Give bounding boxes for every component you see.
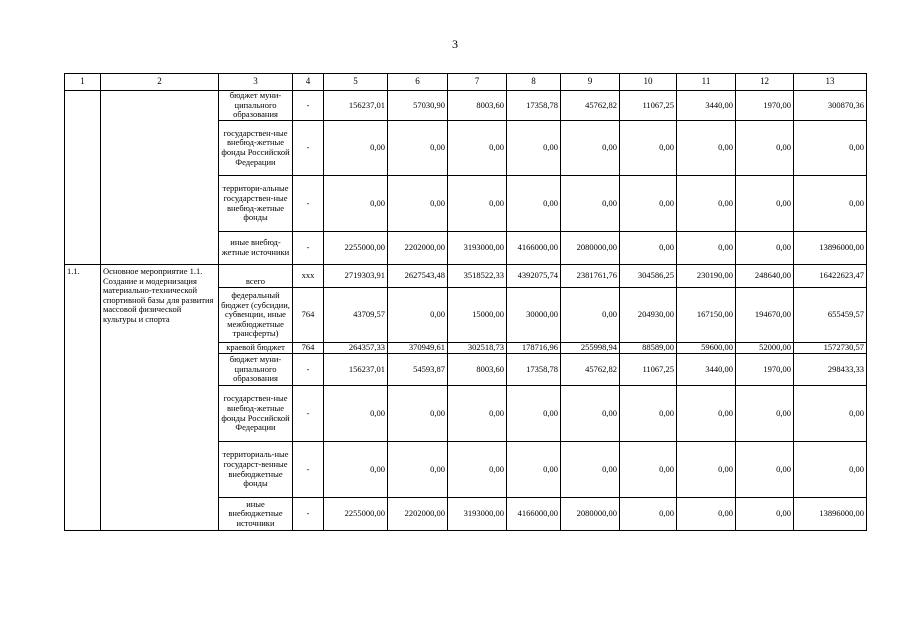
funding-source: иные внебюджетные источники xyxy=(219,498,293,531)
amount-cell: 167150,00 xyxy=(677,288,736,343)
amount-cell: 2080000,00 xyxy=(561,498,620,531)
column-header: 4 xyxy=(293,74,324,91)
amount-cell: 0,00 xyxy=(448,386,507,442)
amount-cell: 255998,94 xyxy=(561,343,620,354)
amount-cell: 0,00 xyxy=(507,386,561,442)
amount-cell: 0,00 xyxy=(388,386,448,442)
amount-cell: 0,00 xyxy=(324,386,388,442)
amount-cell: 13896000,00 xyxy=(794,232,867,265)
amount-cell: 0,00 xyxy=(677,386,736,442)
amount-cell: 264357,33 xyxy=(324,343,388,354)
column-header: 1 xyxy=(65,74,101,91)
budget-table xyxy=(64,73,867,531)
amount-cell: 3193000,00 xyxy=(448,232,507,265)
item-name xyxy=(101,91,219,265)
amount-cell: 156237,01 xyxy=(324,91,388,121)
amount-cell: 4166000,00 xyxy=(507,232,561,265)
amount-cell: 2202000,00 xyxy=(388,498,448,531)
amount-cell: 0,00 xyxy=(388,288,448,343)
amount-cell: 88589,00 xyxy=(620,343,677,354)
amount-cell: 45762,82 xyxy=(561,354,620,386)
page-number: 3 xyxy=(452,37,458,51)
amount-cell: 0,00 xyxy=(677,498,736,531)
amount-cell: 0,00 xyxy=(794,386,867,442)
amount-cell: 0,00 xyxy=(561,121,620,176)
amount-cell: 0,00 xyxy=(677,442,736,498)
column-header: 12 xyxy=(736,74,794,91)
amount-cell: 0,00 xyxy=(324,176,388,232)
amount-cell: 0,00 xyxy=(561,442,620,498)
budget-code: - xyxy=(293,232,324,265)
amount-cell: 0,00 xyxy=(620,442,677,498)
budget-code: 764 xyxy=(293,288,324,343)
amount-cell: 0,00 xyxy=(620,386,677,442)
amount-cell: 54593,87 xyxy=(388,354,448,386)
column-header: 5 xyxy=(324,74,388,91)
amount-cell: 4392075,74 xyxy=(507,265,561,288)
amount-cell: 15000,00 xyxy=(448,288,507,343)
amount-cell: 2255000,00 xyxy=(324,232,388,265)
budget-code: - xyxy=(293,442,324,498)
amount-cell: 0,00 xyxy=(388,121,448,176)
amount-cell: 0,00 xyxy=(620,121,677,176)
amount-cell: 1970,00 xyxy=(736,91,794,121)
funding-source: бюджет муни-ципального образования xyxy=(219,91,293,121)
amount-cell: 298433,33 xyxy=(794,354,867,386)
amount-cell: 0,00 xyxy=(620,498,677,531)
column-header: 10 xyxy=(620,74,677,91)
amount-cell: 0,00 xyxy=(448,442,507,498)
amount-cell: 3518522,33 xyxy=(448,265,507,288)
amount-cell: 3193000,00 xyxy=(448,498,507,531)
item-index: 1.1. xyxy=(65,265,101,531)
funding-source: территори-альные государствен-ные внебюд-жетные фонды xyxy=(219,176,293,232)
funding-source: иные внебюд-жетные источники xyxy=(219,232,293,265)
amount-cell: 2381761,76 xyxy=(561,265,620,288)
column-header: 9 xyxy=(561,74,620,91)
table-row xyxy=(65,91,867,121)
funding-source: всего xyxy=(219,265,293,288)
amount-cell: 0,00 xyxy=(561,288,620,343)
amount-cell: 0,00 xyxy=(507,442,561,498)
amount-cell: 57030,90 xyxy=(388,91,448,121)
amount-cell: 2719303,91 xyxy=(324,265,388,288)
amount-cell: 0,00 xyxy=(507,121,561,176)
amount-cell: 0,00 xyxy=(561,176,620,232)
amount-cell: 3440,00 xyxy=(677,91,736,121)
amount-cell: 0,00 xyxy=(736,442,794,498)
column-header: 11 xyxy=(677,74,736,91)
amount-cell: 0,00 xyxy=(620,232,677,265)
amount-cell: 0,00 xyxy=(677,121,736,176)
amount-cell: 30000,00 xyxy=(507,288,561,343)
table-body xyxy=(65,74,867,531)
budget-code: 764 xyxy=(293,343,324,354)
budget-code: - xyxy=(293,176,324,232)
amount-cell: 0,00 xyxy=(736,386,794,442)
funding-source: федеральный бюджет (субсидии, субвенции, иные межбюджетные трансферты) xyxy=(219,288,293,343)
funding-source: территориаль-ные государст-венные внебюджетные фонды xyxy=(219,442,293,498)
column-header: 8 xyxy=(507,74,561,91)
amount-cell: 45762,82 xyxy=(561,91,620,121)
column-header: 13 xyxy=(794,74,867,91)
amount-cell: 43709,57 xyxy=(324,288,388,343)
amount-cell: 3440,00 xyxy=(677,354,736,386)
amount-cell: 4166000,00 xyxy=(507,498,561,531)
budget-code: - xyxy=(293,354,324,386)
funding-source: бюджет муни-ципального образования xyxy=(219,354,293,386)
amount-cell: 230190,00 xyxy=(677,265,736,288)
amount-cell: 300870,36 xyxy=(794,91,867,121)
amount-cell: 0,00 xyxy=(794,176,867,232)
amount-cell: 8003,60 xyxy=(448,354,507,386)
column-header: 6 xyxy=(388,74,448,91)
amount-cell: 17358,78 xyxy=(507,91,561,121)
amount-cell: 0,00 xyxy=(736,498,794,531)
amount-cell: 0,00 xyxy=(736,121,794,176)
amount-cell: 655459,57 xyxy=(794,288,867,343)
amount-cell: 13896000,00 xyxy=(794,498,867,531)
amount-cell: 11067,25 xyxy=(620,91,677,121)
amount-cell: 0,00 xyxy=(324,442,388,498)
amount-cell: 52000,00 xyxy=(736,343,794,354)
amount-cell: 16422623,47 xyxy=(794,265,867,288)
budget-code: - xyxy=(293,386,324,442)
budget-code: - xyxy=(293,91,324,121)
funding-source: государствен-ные внебюд-жетные фонды Российской Федерации xyxy=(219,121,293,176)
column-header: 3 xyxy=(219,74,293,91)
amount-cell: 0,00 xyxy=(794,442,867,498)
amount-cell: 178716,96 xyxy=(507,343,561,354)
amount-cell: 248640,00 xyxy=(736,265,794,288)
column-header: 2 xyxy=(101,74,219,91)
budget-code: - xyxy=(293,498,324,531)
amount-cell: 2255000,00 xyxy=(324,498,388,531)
amount-cell: 302518,73 xyxy=(448,343,507,354)
amount-cell: 2080000,00 xyxy=(561,232,620,265)
item-index xyxy=(65,91,101,265)
amount-cell: 2627543,48 xyxy=(388,265,448,288)
amount-cell: 304586,25 xyxy=(620,265,677,288)
amount-cell: 0,00 xyxy=(677,232,736,265)
funding-source: краевой бюджет xyxy=(219,343,293,354)
table-row xyxy=(65,265,867,288)
amount-cell: 0,00 xyxy=(507,176,561,232)
amount-cell: 2202000,00 xyxy=(388,232,448,265)
amount-cell: 156237,01 xyxy=(324,354,388,386)
amount-cell: 370949,61 xyxy=(388,343,448,354)
amount-cell: 0,00 xyxy=(736,176,794,232)
budget-code: ххх xyxy=(293,265,324,288)
item-name: Основное мероприятие 1.1. Создание и модернизация материально-технической спортивной базы для развития массовой физической культуры и спорта xyxy=(101,265,219,531)
amount-cell: 0,00 xyxy=(448,176,507,232)
amount-cell: 204930,00 xyxy=(620,288,677,343)
amount-cell: 0,00 xyxy=(388,442,448,498)
amount-cell: 59600,00 xyxy=(677,343,736,354)
amount-cell: 0,00 xyxy=(388,176,448,232)
funding-source: государствен-ные внебюд-жетные фонды Российской Федерации xyxy=(219,386,293,442)
amount-cell: 0,00 xyxy=(736,232,794,265)
amount-cell: 0,00 xyxy=(794,121,867,176)
amount-cell: 17358,78 xyxy=(507,354,561,386)
header-row xyxy=(65,74,867,91)
amount-cell: 11067,25 xyxy=(620,354,677,386)
budget-code: - xyxy=(293,121,324,176)
amount-cell: 1572730,57 xyxy=(794,343,867,354)
amount-cell: 0,00 xyxy=(324,121,388,176)
amount-cell: 0,00 xyxy=(561,386,620,442)
amount-cell: 0,00 xyxy=(620,176,677,232)
column-header: 7 xyxy=(448,74,507,91)
amount-cell: 1970,00 xyxy=(736,354,794,386)
amount-cell: 0,00 xyxy=(677,176,736,232)
amount-cell: 194670,00 xyxy=(736,288,794,343)
amount-cell: 0,00 xyxy=(448,121,507,176)
amount-cell: 8003,60 xyxy=(448,91,507,121)
